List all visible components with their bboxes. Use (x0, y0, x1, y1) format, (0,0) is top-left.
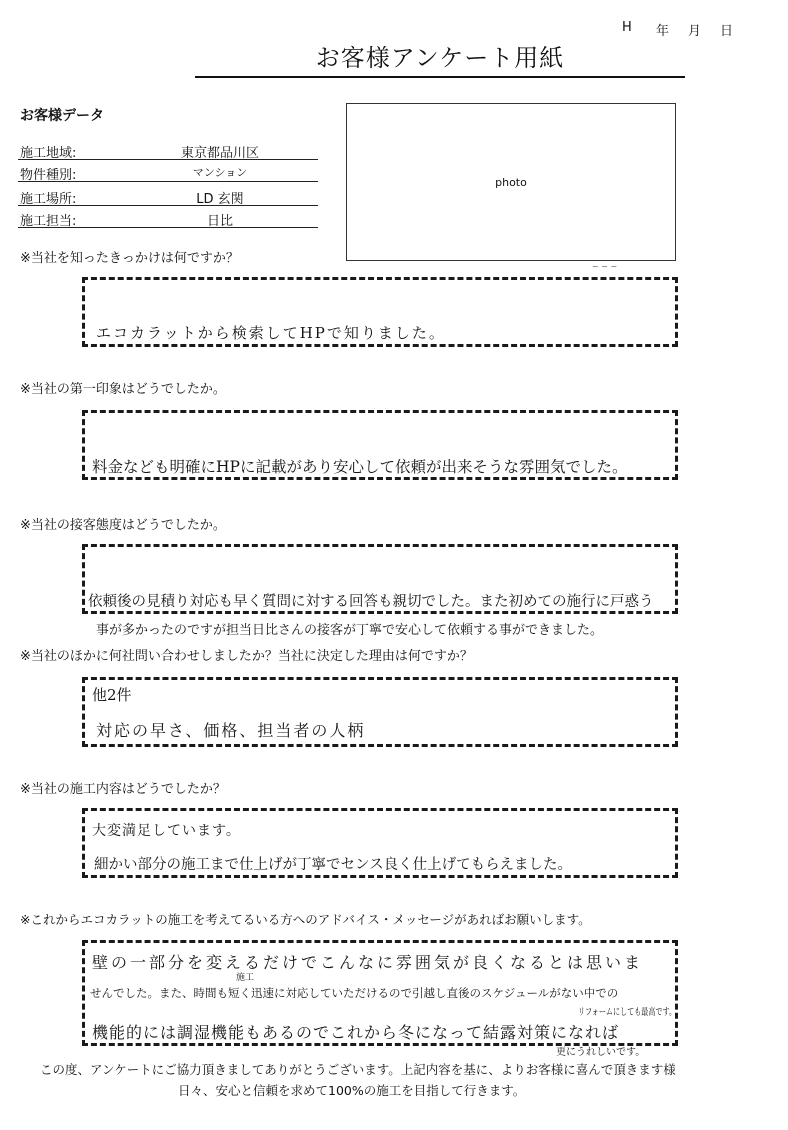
location-label: 施工場所: (20, 192, 77, 207)
question-6: ※これからエコカラットの施工を考えてるいる方へのアドバイス・メッセージがあればお願いします。 (20, 912, 591, 927)
staff-label: 施工担当: (20, 214, 77, 229)
answer-4-line-1: 他2件 (92, 686, 132, 704)
staff-value: 日比 (206, 214, 233, 229)
answer-1-line-1: エコカラットから検索してHPで知りました。 (96, 324, 446, 342)
question-3: ※当社の接客態度はどうでしたか。 (20, 518, 226, 533)
row-divider (18, 159, 318, 160)
date-day: 日 (720, 24, 734, 39)
row-divider (18, 205, 318, 206)
question-2: ※当社の第一印象はどうでしたか。 (20, 382, 226, 397)
closing-message-line-2: 日々、安心と信頼を求めて100%の施工を目指して行きます。 (178, 1083, 526, 1098)
answer-6-line-4: 機能的には調湿機能もあるのでこれから冬になって結露対策になれば (92, 1023, 620, 1042)
property-type-label: 物件種別: (20, 168, 77, 183)
closing-message-line-1: この度、アンケートにご協力頂きましてありがとうございます。上記内容を基に、よりお客様に喜んで頂きます様 (40, 1062, 676, 1077)
page-title: お客様アンケート用紙 (195, 38, 685, 78)
question-5: ※当社の施工内容はどうでしたか？ (20, 782, 226, 797)
photo-label: photo (495, 175, 527, 189)
date-era: H (622, 20, 632, 35)
location-value: LD 玄関 (196, 192, 244, 207)
region-value: 東京都品川区 (180, 146, 259, 161)
customer-section-title: お客様データ (20, 108, 104, 124)
answer-6-line-2: せんでした。また、時間も短く迅速に対応していただけるので引越し直後のスケジュールがない中での (90, 986, 619, 1000)
answer-5-line-1: 大変満足しています。 (92, 823, 241, 839)
row-divider (18, 181, 318, 182)
answer-6-line-1: 壁の一部分を変えるだけでこんなに雰囲気が良くなるとは思いま (92, 953, 644, 972)
row-divider (18, 227, 318, 228)
answer-3-line-1: 依頼後の見積り対応も早く質問に対する回答も親切でした。また初めての施行に戸惑う (88, 594, 654, 610)
answer-6-insertion: 施工 (236, 973, 255, 983)
region-label: 施工地域: (20, 146, 77, 161)
date-month: 月 (688, 24, 702, 39)
answer-2-line-1: 料金なども明確にHPに記載があり安心して依頼が出来そうな雰囲気でした。 (92, 458, 628, 476)
answer-5-line-2: 細かい部分の施工まで仕上げが丁寧でセンス良く仕上げてもらえました。 (94, 857, 573, 873)
question-1: ※当社を知ったきっかけは何ですか？ (20, 251, 239, 266)
answer-4-line-2: 対応の早さ、価格、担当者の人柄 (96, 721, 366, 740)
property-type-value: マンション (192, 166, 248, 179)
answer-3-line-2: 事が多かったのですが担当日比さんの接客が丁寧で安心して依頼する事ができました。 (96, 623, 604, 638)
question-4: ※当社のほかに何社問い合わせしましたか？当社に決定した理由は何ですか？ (20, 649, 473, 664)
photo-scribble: ~ ~ ~ (592, 262, 618, 271)
answer-6-line-3: リフォームにしても最高です。 (578, 1007, 677, 1018)
answer-6-line-5: 更にうれしいです。 (556, 1047, 646, 1058)
photo-placeholder (346, 103, 676, 261)
date-year: 年 (656, 24, 670, 39)
